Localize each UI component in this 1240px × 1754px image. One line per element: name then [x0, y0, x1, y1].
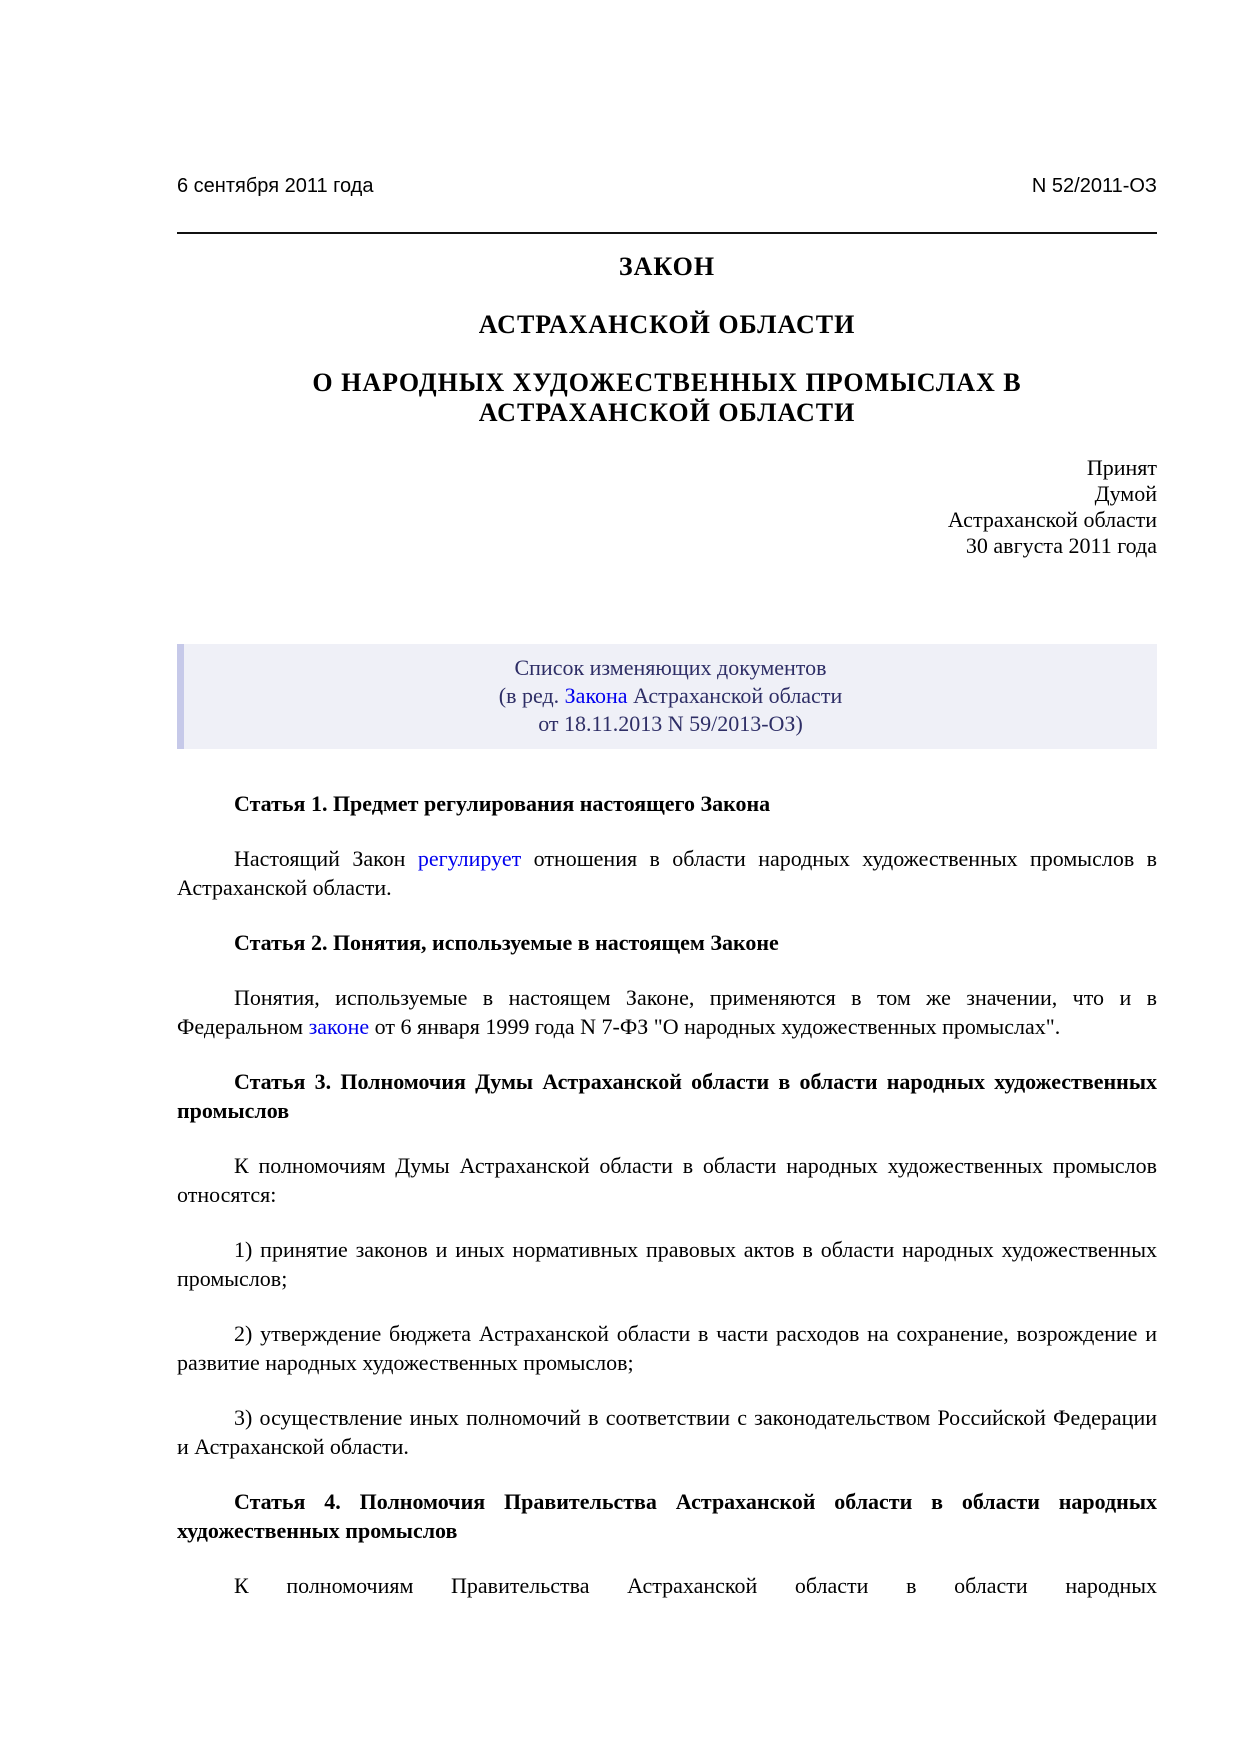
amendments-note-title: Список изменяющих документов [514, 655, 827, 680]
article-4-paragraph: К полномочиям Правительства Астраханской области в области народных [234, 1573, 1157, 1598]
article-2-paragraph [177, 983, 1157, 1041]
article-3-item-3: 3) осуществление иных полномочий в соответствии с законодательством Российской Федерации и Астраханской области. [177, 1405, 1157, 1459]
article-4-heading: Статья 4. Полномочия Правительства Астраханской области в области народных художественных промыслов [177, 1489, 1157, 1543]
amendments-note [177, 644, 1157, 749]
amendments-note-edition-line [204, 682, 1137, 710]
article-2-text-post: от 6 января 1999 года N 7-ФЗ "О народных художественных промыслах". [369, 1014, 1061, 1039]
header-divider [177, 232, 1157, 234]
federal-law-link[interactable]: законе [308, 1014, 370, 1039]
amendments-note-edition-pre: (в ред. [498, 683, 565, 708]
amendments-note-edition-post: Астраханской области [627, 683, 843, 708]
document-number: N 52/2011-ОЗ [1031, 175, 1157, 197]
amendment-law-link[interactable]: Закона [564, 683, 628, 708]
regulates-link[interactable]: регулирует [417, 846, 522, 871]
title-subject-line-1: О НАРОДНЫХ ХУДОЖЕСТВЕННЫХ ПРОМЫСЛАХ В [312, 368, 1022, 397]
document-title [177, 252, 1157, 428]
article-3-intro-paragraph: К полномочиям Думы Астраханской области в области народных художественных промыслов относятся: [177, 1153, 1157, 1207]
document-header [177, 174, 1157, 198]
document-page [177, 0, 1157, 1600]
article-1-text-post: отношения в области народных художественных промыслов в Астраханской области. [177, 846, 1157, 900]
article-1-text-pre: Настоящий Закон [234, 846, 418, 871]
title-law-word: ЗАКОН [618, 252, 716, 281]
article-3-heading: Статья 3. Полномочия Думы Астраханской области в области народных художественных промыслов [177, 1069, 1157, 1123]
title-region: АСТРАХАНСКОЙ ОБЛАСТИ [478, 310, 856, 339]
document-date: 6 сентября 2011 года [177, 175, 374, 197]
document-body [177, 789, 1157, 1600]
adoption-line: 30 августа 2011 года [965, 533, 1157, 558]
article-3-item-2: 2) утверждение бюджета Астраханской области в части расходов на сохранение, возрождение и развитие народных художественных промыслов; [177, 1321, 1157, 1375]
article-1-paragraph [177, 844, 1157, 902]
title-subject-line-2: АСТРАХАНСКОЙ ОБЛАСТИ [478, 398, 856, 427]
title-subject [177, 368, 1157, 428]
article-2-heading: Статья 2. Понятия, используемые в настоящем Законе [234, 930, 779, 955]
adoption-block [177, 455, 1157, 559]
adoption-line: Принят [1086, 455, 1157, 480]
amendments-note-date-line: от 18.11.2013 N 59/2013-ОЗ) [538, 711, 803, 736]
article-2-text-pre: Понятия, используемые в настоящем Законе, применяются в том же значении, что и в Федеральном [177, 985, 1157, 1039]
article-1-heading: Статья 1. Предмет регулирования настоящего Закона [234, 791, 771, 816]
adoption-line: Астраханской области [947, 507, 1157, 532]
adoption-line: Думой [1094, 481, 1157, 506]
article-3-item-1: 1) принятие законов и иных нормативных правовых актов в области народных художественных промыслов; [177, 1237, 1157, 1291]
